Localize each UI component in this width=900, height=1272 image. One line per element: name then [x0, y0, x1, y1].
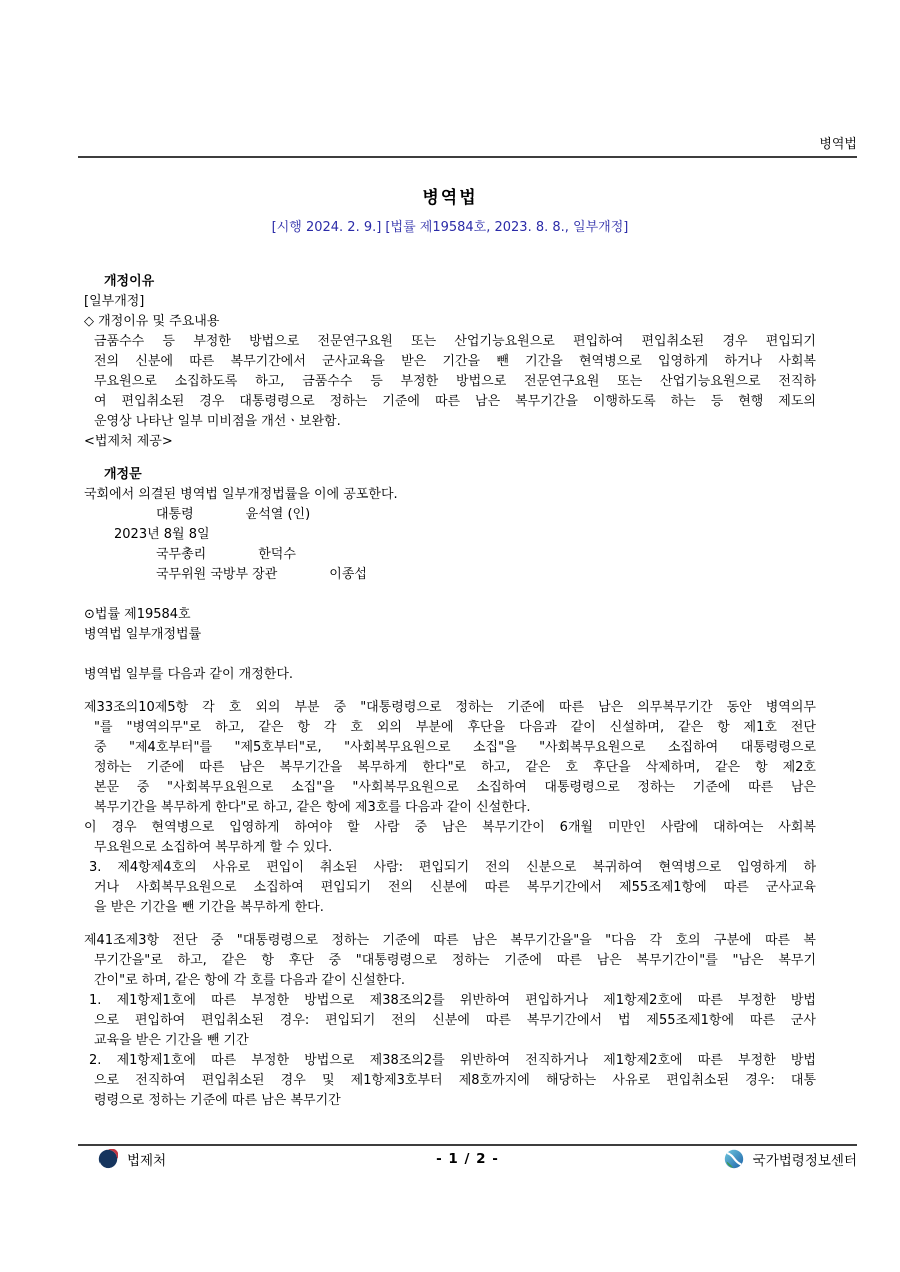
section-heading: 개정문 [104, 467, 142, 482]
page-indicator: - 1 / 2 - [436, 1151, 499, 1167]
body-line: 제41조제3항 전단 중 "대통령령으로 정하는 기준에 따른 남은 복무기간을"을 "다음 각 호의 구분에 따른 복 [84, 933, 816, 948]
body-line: ◇ 개정이유 및 주요내용 [84, 314, 220, 329]
spacer-line [84, 918, 816, 931]
body-line: 무요원으로 소집하여 복무하게 할 수 있다. [94, 840, 333, 855]
title-block [0, 183, 900, 235]
footer-agency-label: 법제처 [127, 1153, 167, 1169]
body-line: 중 "제4호부터"를 "제5호부터"로, "사회복무요원으로 소집"을 "사회복무요원으로 소집하여 대통령령으로 [94, 740, 816, 755]
body-line: 병역법 일부를 다음과 같이 개정한다. [84, 667, 294, 682]
law-title: 병역법 [422, 188, 478, 208]
page-footer [78, 1149, 857, 1169]
globe-swirl-icon [724, 1149, 744, 1169]
body-line: 대통령 윤석열 (인) [156, 507, 311, 522]
body-line: 2023년 8월 8일 [114, 527, 210, 542]
body-line: 국회에서 의결된 병역법 일부개정법률을 이에 공포한다. [84, 487, 398, 502]
footer-agency [78, 1149, 328, 1169]
body-line: 2. 제1항제1호에 따른 부정한 방법으로 제38조의2를 위반하여 전직하거나 제1항제2호에 따른 부정한 방법 [89, 1053, 816, 1068]
header-rule [78, 156, 857, 158]
running-header: 병역법 [819, 137, 857, 152]
body-line: ⊙법률 제19584호 [84, 607, 191, 622]
body-line: 여 편입취소된 경우 대통령령으로 정하는 기준에 따른 남은 복무기간을 이행하도록 하는 등 현행 제도의 [94, 394, 816, 409]
body-line: 국무총리 한덕수 [156, 547, 296, 562]
law-subtitle: [시행 2024. 2. 9.] [법률 제19584호, 2023. 8. 8., 일부개정] [271, 220, 629, 235]
body-line: 거나 사회복무요원으로 소집하여 편입되기 전의 신분에 따른 복무기간에서 제55조제1항에 따른 군사교육 [94, 880, 816, 895]
body-line: 령령으로 정하는 기준에 따른 남은 복무기간 [94, 1093, 341, 1108]
body-line: 간이"로 하며, 같은 항에 각 호를 다음과 같이 신설한다. [94, 973, 406, 988]
body-line: 을 받은 기간을 뺀 기간을 복무하게 한다. [94, 900, 324, 915]
footer-rule [78, 1144, 857, 1146]
body-line: 국무위원 국방부 장관 이종섭 [156, 567, 367, 582]
body-line: "를 "병역의무"로 하고, 같은 항 각 호 외의 부분에 후단을 다음과 같이 신설하며, 같은 항 제1호 전단 [94, 720, 816, 735]
body-line: 3. 제4항제4호의 사유로 편입이 취소된 사람: 편입되기 전의 신분으로 복귀하여 현역병으로 입영하게 하 [89, 860, 816, 875]
footer-site-label: 국가법령정보센터 [752, 1153, 857, 1169]
spacer-line [84, 685, 816, 698]
spacer-line [84, 645, 816, 665]
body-line: 병역법 일부개정법률 [84, 627, 202, 642]
body-line: 1. 제1항제1호에 따른 부정한 방법으로 제38조의2를 위반하여 편입하거나 제1항제2호에 따른 부정한 방법 [89, 993, 816, 1008]
body-line: 금품수수 등 부정한 방법으로 전문연구요원 또는 산업기능요원으로 편입하여 편입취소된 경우 편입되기 [94, 334, 816, 349]
footer-site [607, 1149, 857, 1169]
section-heading: 개정이유 [104, 274, 155, 289]
body-line: [일부개정] [84, 294, 145, 309]
body-line: 무기간을"로 하고, 같은 항 후단 중 "대통령령으로 정하는 기준에 따른 남은 복무기간이"를 "남은 복무기 [94, 953, 816, 968]
body-line: 교육을 받은 기간을 뺀 기간 [94, 1033, 249, 1048]
body-line: <법제처 제공> [84, 434, 173, 449]
body-line: 이 경우 현역병으로 입영하게 하여야 할 사람 중 남은 복무기간이 6개월 미만인 사람에 대하여는 사회복 [84, 820, 816, 835]
body-line: 무요원으로 소집하도록 하고, 금품수수 등 부정한 방법으로 전문연구요원 또는 산업기능요원으로 전직하 [94, 374, 816, 389]
body-line: 으로 전직하여 편입취소된 경우 및 제1항제3호부터 제8호까지에 해당하는 사유로 편입취소된 경우: 대통 [94, 1073, 816, 1088]
body-line: 정하는 기준에 따른 남은 복무기간을 복무하게 한다"로 하고, 같은 호 후단을 삭제하며, 같은 항 제2호 [94, 760, 816, 775]
body-line: 전의 신분에 따른 복무기간에서 군사교육을 받은 기간을 뺀 기간을 현역병으로 입영하게 하거나 사회복 [94, 354, 816, 369]
body-line: 본문 중 "사회복무요원으로 소집"을 "사회복무요원으로 소집하여 대통령령으로 정하는 기준에 따른 남은 [94, 780, 816, 795]
spacer-line [84, 585, 816, 605]
body-line: 제33조의10제5항 각 호 외의 부분 중 "대통령령으로 정하는 기준에 따른 남은 의무복무기간 동안 병역의무 [84, 700, 816, 715]
body-line: 복무기간을 복무하게 한다"로 하고, 같은 항에 제3호를 다음과 같이 신설한다. [94, 800, 531, 815]
spacer-line [84, 452, 816, 465]
taegeuk-icon [98, 1149, 118, 1169]
document-body [84, 272, 816, 1111]
body-line: 운영상 나타난 일부 미비점을 개선ㆍ보완함. [94, 414, 341, 429]
body-line: 으로 편입하여 편입취소된 경우: 편입되기 전의 신분에 따른 복무기간에서 법 제55조제1항에 따른 군사 [94, 1013, 816, 1028]
